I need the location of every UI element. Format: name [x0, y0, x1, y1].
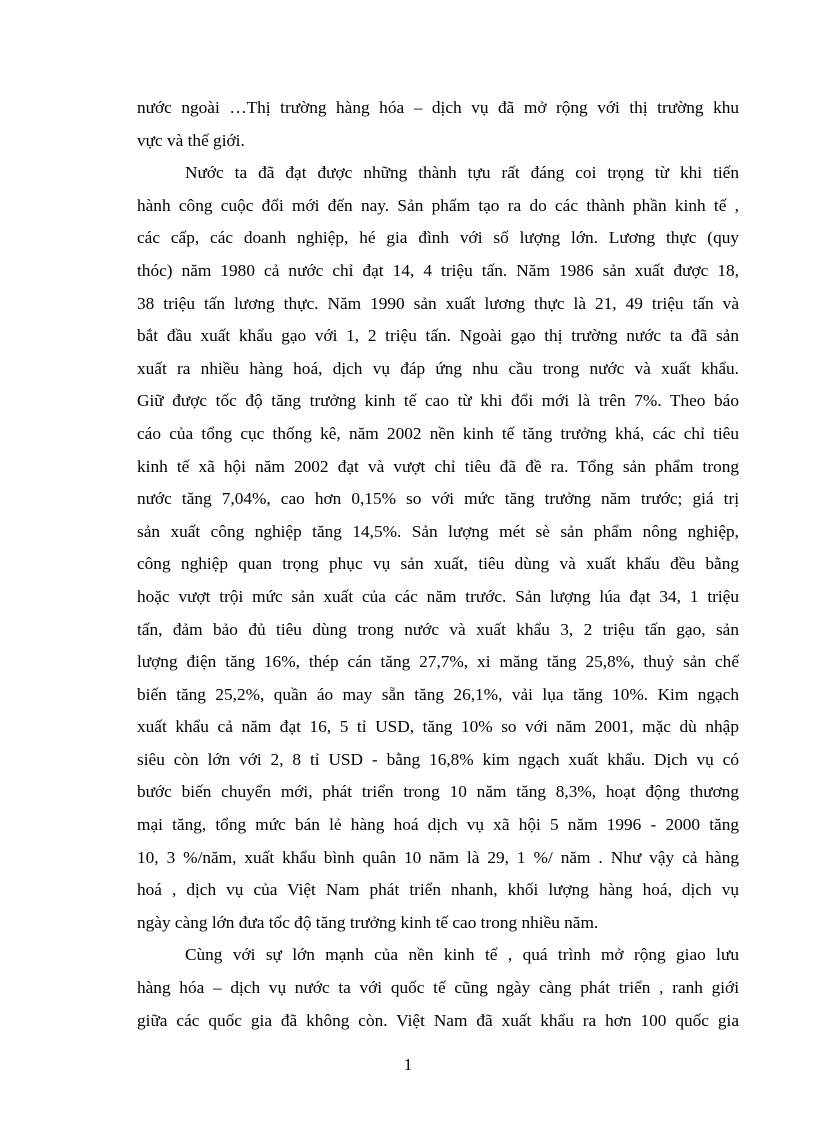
text-line: hành công cuộc đổi mới đến nay. Sản phẩm tạo ra do các thành phần kinh tế , — [137, 195, 739, 215]
text-line: siêu còn lớn với 2, 8 tỉ USD - bằng 16,8% kim ngạch xuất khẩu. Dịch vụ có — [137, 749, 739, 769]
text-line: vực và thế giới. — [137, 130, 245, 150]
text-line: nước tăng 7,04%, cao hơn 0,15% so với mức tăng trưởng năm trước; giá trị — [137, 489, 739, 509]
text-line: tấn, đảm bảo đủ tiêu dùng trong nước và xuất khẩu 3, 2 triệu tấn gạo, sản — [137, 619, 739, 639]
page-number: 1 — [403, 1055, 413, 1074]
text-line: cáo của tổng cục thống kê, năm 2002 nền kinh tế tăng trưởng khá, các chỉ tiêu — [137, 423, 739, 443]
text-line: thóc) năm 1980 cả nước chỉ đạt 14, 4 triệu tấn. Năm 1986 sản xuất được 18, — [137, 260, 739, 280]
body-text — [137, 92, 739, 1037]
text-line: Cùng với sự lớn mạnh của nền kinh tế , quá trình mở rộng giao lưu — [185, 945, 739, 965]
text-line: xuất ra nhiều hàng hoá, dịch vụ đáp ứng nhu cầu trong nước và xuất khẩu. — [137, 358, 739, 378]
text-line: hàng hóa – dịch vụ nước ta với quốc tế cũng ngày càng phát triển , ranh giới — [137, 978, 739, 998]
text-line: bước biến chuyển mới, phát triển trong 10 năm tăng 8,3%, hoạt động thương — [137, 782, 739, 802]
text-line: nước ngoài …Thị trường hàng hóa – dịch vụ đã mở rộng với thị trường khu — [137, 98, 739, 117]
text-line: xuất khẩu cả năm đạt 16, 5 tỉ USD, tăng 10% so với năm 2001, mặc dù nhập — [137, 717, 739, 737]
text-line: bắt đầu xuất khẩu gạo với 1, 2 triệu tấn. Ngoài gạo thị trường nước ta đã sản — [137, 326, 739, 346]
text-line: hoặc vượt trội mức sản xuất của các năm trước. Sản lượng lúa đạt 34, 1 triệu — [137, 586, 739, 606]
text-line: công nghiệp quan trọng phục vụ sản xuất, tiêu dùng và xuất khẩu đều bằng — [137, 554, 739, 574]
text-line: sản xuất công nghiệp tăng 14,5%. Sản lượng mét sè sản phẩm nông nghiệp, — [137, 521, 739, 541]
text-line: 10, 3 %/năm, xuất khẩu bình quân 10 năm là 29, 1 %/ năm . Như vậy cả hàng — [137, 847, 739, 867]
text-line: lượng điện tăng 16%, thép cán tăng 27,7%, xi măng tăng 25,8%, thuỷ sản chế — [137, 652, 739, 672]
text-line: mại tăng, tổng mức bán lẻ hàng hoá dịch vụ xã hội 5 năm 1996 - 2000 tăng — [137, 815, 739, 835]
text-line: ngày càng lớn đưa tốc độ tăng trưởng kinh tế cao trong nhiều năm. — [137, 912, 599, 932]
text-line: kinh tế xã hội năm 2002 đạt và vượt chỉ tiêu đã đề ra. Tổng sản phẩm trong — [137, 456, 739, 476]
text-line: giữa các quốc gia đã không còn. Việt Nam đã xuất khẩu ra hơn 100 quốc gia — [137, 1010, 739, 1030]
text-line: các cấp, các doanh nghiệp, hé gia đình với số lượng lớn. Lương thực (quy — [137, 228, 739, 248]
text-line: biến tăng 25,2%, quần áo may sẵn tăng 26,1%, vải lụa tăng 10%. Kim ngạch — [137, 684, 739, 704]
text-line: hoá , dịch vụ của Việt Nam phát triển nhanh, khối lượng hàng hoá, dịch vụ — [137, 880, 739, 900]
text-line: Giữ được tốc độ tăng trưởng kinh tế cao từ khi đổi mới là trên 7%. Theo báo — [137, 391, 739, 411]
text-line: 38 triệu tấn lương thực. Năm 1990 sản xuất lương thực là 21, 49 triệu tấn và — [137, 293, 739, 313]
text-line: Nước ta đã đạt được những thành tựu rất đáng coi trọng từ khi tiến — [185, 163, 739, 183]
